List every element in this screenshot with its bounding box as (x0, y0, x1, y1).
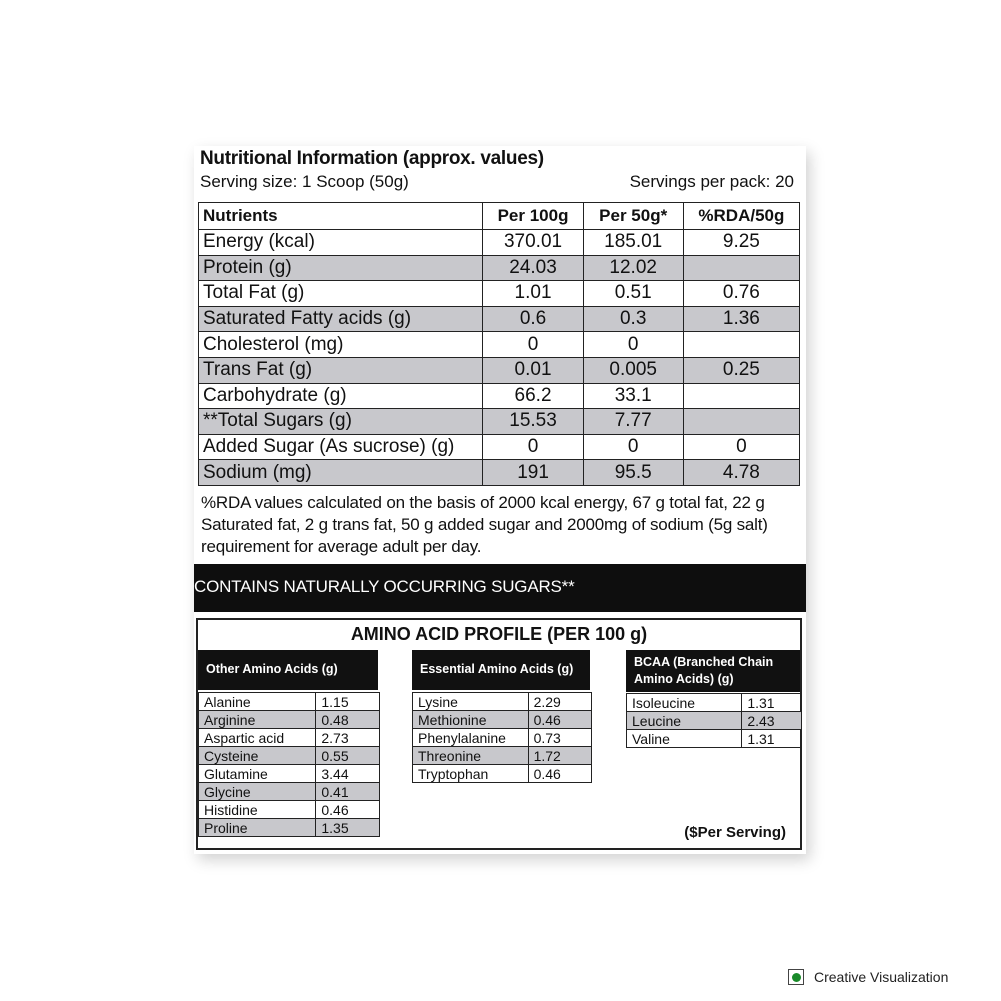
nutrient-per-100g: 24.03 (483, 255, 583, 281)
legend-checkbox-icon (788, 969, 804, 985)
rda-footnote: %RDA values calculated on the basis of 2000 kcal energy, 67 g total fat, 22 g Saturated fat, 2 g trans fat, 50 g added sugar and 2000mg of sodium (5g salt) requirement for average adult per day. (201, 493, 768, 556)
table-row (199, 783, 380, 801)
amino-name: Aspartic acid (199, 729, 316, 747)
amino-name: Cysteine (199, 747, 316, 765)
nutrient-name: **Total Sugars (g) (199, 409, 483, 435)
table-row (199, 409, 800, 435)
table-row (199, 383, 800, 409)
amino-value: 0.41 (316, 783, 380, 801)
amino-value: 1.31 (742, 694, 802, 712)
nutrient-rda: 0.76 (683, 281, 799, 307)
amino-name: Histidine (199, 801, 316, 819)
amino-name: Threonine (413, 747, 529, 765)
essential-amino-table (412, 692, 592, 783)
nutrient-name: Saturated Fatty acids (g) (199, 306, 483, 332)
amino-name: Glycine (199, 783, 316, 801)
legend-label: Creative Visualization (814, 969, 949, 985)
legend (788, 966, 948, 988)
nutrient-rda: 0 (683, 434, 799, 460)
amino-value: 0.46 (528, 765, 591, 783)
nutrient-name: Energy (kcal) (199, 230, 483, 256)
table-row (199, 255, 800, 281)
table-row (627, 694, 802, 712)
amino-name: Phenylalanine (413, 729, 529, 747)
nutrient-per-50g: 185.01 (583, 230, 683, 256)
other-amino-heading: Other Amino Acids (g) (198, 650, 378, 690)
sugars-banner-text: CONTAINS NATURALLY OCCURRING SUGARS** (194, 577, 575, 596)
nutrient-rda (683, 383, 799, 409)
table-row (627, 730, 802, 748)
amino-name: Isoleucine (627, 694, 742, 712)
amino-name: Glutamine (199, 765, 316, 783)
nutrient-name: Cholesterol (mg) (199, 332, 483, 358)
nutrition-table-header (199, 203, 800, 230)
nutrient-per-50g: 0.51 (583, 281, 683, 307)
amino-name: Methionine (413, 711, 529, 729)
nutrient-per-100g: 370.01 (483, 230, 583, 256)
legend-dot-icon (792, 973, 801, 982)
bcaa-heading: BCAA (Branched Chain Amino Acids) (g) (626, 650, 800, 692)
amino-value: 2.73 (316, 729, 380, 747)
amino-value: 1.15 (316, 693, 380, 711)
amino-value: 0.55 (316, 747, 380, 765)
sugars-banner (194, 564, 806, 612)
servings-per-pack: Servings per pack: 20 (629, 172, 794, 191)
table-row (199, 693, 380, 711)
table-row (199, 729, 380, 747)
amino-title: AMINO ACID PROFILE (PER 100 g) (350, 624, 648, 644)
table-row (199, 306, 800, 332)
nutrient-name: Total Fat (g) (199, 281, 483, 307)
serving-size: Serving size: 1 Scoop (50g) (200, 172, 409, 191)
nutrient-rda: 4.78 (683, 460, 799, 486)
nutrient-name: Sodium (mg) (199, 460, 483, 486)
amino-value: 0.73 (528, 729, 591, 747)
nutrient-rda: 0.25 (683, 357, 799, 383)
amino-value: 0.46 (528, 711, 591, 729)
table-row (413, 729, 592, 747)
nutrient-per-50g: 0.005 (583, 357, 683, 383)
nutrient-per-50g: 33.1 (583, 383, 683, 409)
nutrient-per-100g: 191 (483, 460, 583, 486)
essential-amino-heading: Essential Amino Acids (g) (412, 650, 590, 690)
amino-value: 2.43 (742, 712, 802, 730)
nutrient-per-50g: 0.3 (583, 306, 683, 332)
nutrient-name: Protein (g) (199, 255, 483, 281)
nutrient-per-50g: 7.77 (583, 409, 683, 435)
amino-name: Alanine (199, 693, 316, 711)
amino-value: 0.46 (316, 801, 380, 819)
header-rda: %RDA/50g (683, 203, 799, 230)
nutrient-per-100g: 0.6 (483, 306, 583, 332)
amino-name: Tryptophan (413, 765, 529, 783)
table-row (199, 332, 800, 358)
amino-value: 1.72 (528, 747, 591, 765)
amino-name: Lysine (413, 693, 529, 711)
table-row (199, 230, 800, 256)
table-row (199, 747, 380, 765)
nutrient-per-100g: 1.01 (483, 281, 583, 307)
amino-acid-profile (196, 618, 802, 850)
nutrient-rda (683, 332, 799, 358)
nutrient-per-100g: 0.01 (483, 357, 583, 383)
table-row (413, 711, 592, 729)
nutrient-rda: 9.25 (683, 230, 799, 256)
nutrient-name: Trans Fat (g) (199, 357, 483, 383)
nutrient-per-50g: 95.5 (583, 460, 683, 486)
amino-value: 1.31 (742, 730, 802, 748)
nutrient-per-100g: 0 (483, 434, 583, 460)
nutrient-per-100g: 0 (483, 332, 583, 358)
amino-name: Arginine (199, 711, 316, 729)
table-row (199, 460, 800, 486)
nutrient-per-50g: 0 (583, 332, 683, 358)
table-row (199, 434, 800, 460)
table-row (413, 693, 592, 711)
amino-value: 3.44 (316, 765, 380, 783)
nutrient-name: Added Sugar (As sucrose) (g) (199, 434, 483, 460)
table-row (413, 765, 592, 783)
nutrient-per-100g: 66.2 (483, 383, 583, 409)
nutrient-per-50g: 0 (583, 434, 683, 460)
nutrient-name: Carbohydrate (g) (199, 383, 483, 409)
table-row (199, 801, 380, 819)
table-row (199, 819, 380, 837)
amino-name: Leucine (627, 712, 742, 730)
nutrient-rda: 1.36 (683, 306, 799, 332)
table-row (627, 712, 802, 730)
nutrient-rda (683, 409, 799, 435)
nutrition-table (198, 202, 800, 486)
amino-name: Valine (627, 730, 742, 748)
amino-value: 0.48 (316, 711, 380, 729)
table-row (199, 281, 800, 307)
per-serving-note: ($Per Serving) (684, 824, 786, 841)
header-per-50g: Per 50g* (583, 203, 683, 230)
other-amino-table (198, 692, 380, 837)
amino-name: Proline (199, 819, 316, 837)
nutrient-per-50g: 12.02 (583, 255, 683, 281)
nutrient-rda (683, 255, 799, 281)
nutrition-label-card (194, 146, 806, 854)
table-row (413, 747, 592, 765)
table-row (199, 765, 380, 783)
bcaa-table (626, 693, 802, 748)
table-row (199, 357, 800, 383)
header-nutrients: Nutrients (199, 203, 483, 230)
nutrition-title: Nutritional Information (approx. values) (200, 148, 544, 169)
amino-value: 2.29 (528, 693, 591, 711)
header-per-100g: Per 100g (483, 203, 583, 230)
table-row (199, 711, 380, 729)
nutrient-per-100g: 15.53 (483, 409, 583, 435)
amino-value: 1.35 (316, 819, 380, 837)
